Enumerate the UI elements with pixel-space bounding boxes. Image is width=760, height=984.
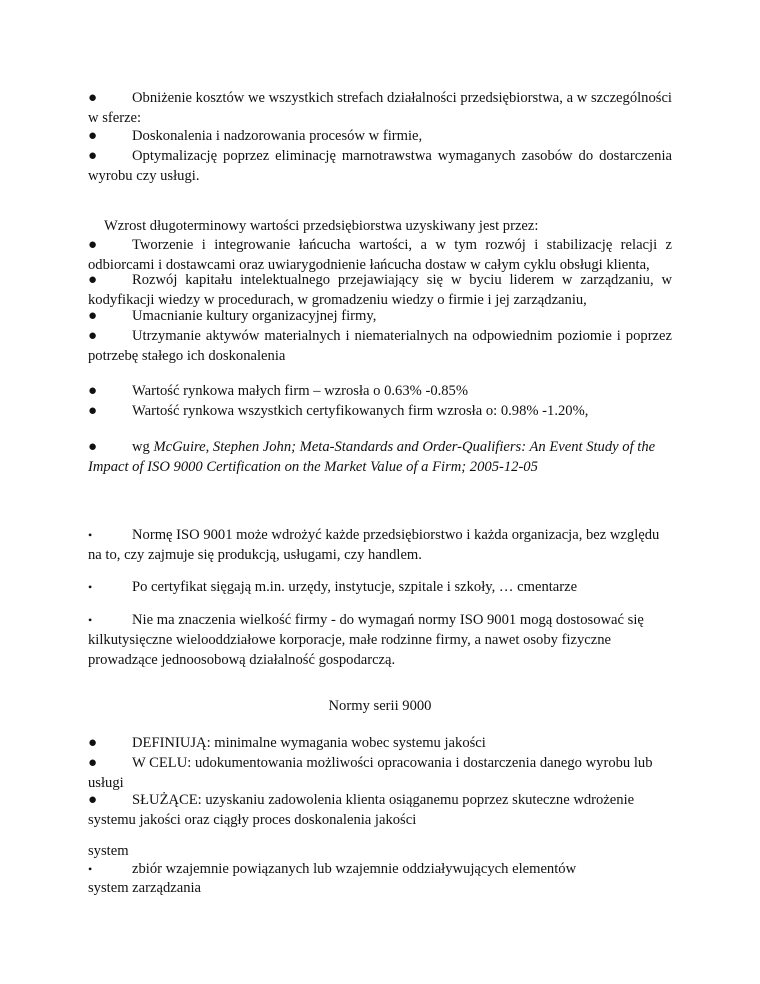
list-item: ● Obniżenie kosztów we wszystkich strefach działalności przedsiębiorstwa, a w szczególności w sferze: xyxy=(88,90,672,126)
bullet-icon: ● xyxy=(88,439,98,455)
list-item: ● Umacnianie kultury organizacyjnej firmy, xyxy=(88,308,377,324)
bullet-icon: ● xyxy=(88,792,98,808)
bullet-icon: ● xyxy=(88,735,98,751)
bullet-icon: ● xyxy=(88,128,98,144)
citation: ● wg McGuire, Stephen John; Meta-Standards and Order-Qualifiers: An Event Study of the Impact of ISO 9000 Certification on the Market Value of a Firm; 2005-12-05 xyxy=(88,439,656,475)
list-item: ● W CELU: udokumentowania możliwości opracowania i dostarczenia danego wyrobu lub usługi xyxy=(88,755,653,791)
bullet-icon: ● xyxy=(88,308,98,324)
bullet-icon: ● xyxy=(88,328,98,344)
list-item: ● Wartość rynkowa małych firm – wzrosła o 0.63% -0.85% xyxy=(88,383,469,399)
bullet-icon: ● xyxy=(88,237,98,253)
list-item: ● Utrzymanie aktywów materialnych i niematerialnych na odpowiednim poziomie i poprzez potrzebę stałego ich doskonalenia xyxy=(88,328,672,364)
list-item: ● DEFINIUJĄ: minimalne wymagania wobec systemu jakości xyxy=(88,735,486,751)
list-item: • Po certyfikat sięgają m.in. urzędy, instytucje, szpitale i szkoły, … cmentarze xyxy=(88,579,578,595)
bullet-icon: ● xyxy=(88,383,98,399)
list-item: ● Tworzenie i integrowanie łańcucha wartości, a w tym rozwój i stabilizację relacji z odbiorcami i dostawcami oraz uwiarygodnienie łańcucha dostaw w całym cyklu obsługi klienta, xyxy=(88,237,672,273)
list-item: • zbiór wzajemnie powiązanych lub wzajemnie oddziaływujących elementów xyxy=(88,861,577,877)
list-item: • Normę ISO 9001 może wdrożyć każde przedsiębiorstwo i każda organizacja, bez względu na to, czy zajmuje się produkcją, usługami, czy handlem. xyxy=(88,527,660,563)
section-heading: Normy serii 9000 xyxy=(328,698,432,714)
list-item: ● Rozwój kapitału intelektualnego przejawiający się w byciu liderem w zarządzaniu, w kodyfikacji wiedzy w procedurach, w gromadzeniu wiedzy o firmie i jej zarządzaniu, xyxy=(88,272,672,308)
section-lead: Wzrost długoterminowy wartości przedsiębiorstwa uzyskiwany jest przez: xyxy=(104,218,539,234)
bullet-icon: ● xyxy=(88,90,98,106)
list-item: ● SŁUŻĄCE: uzyskaniu zadowolenia klienta osiąganemu poprzez skuteczne wdrożenie systemu jakości oraz ciągły proces doskonalenia jakości xyxy=(88,792,635,828)
list-item: ● Wartość rynkowa wszystkich certyfikowanych firm wzrosła o: 0.98% -1.20%, xyxy=(88,403,589,419)
bullet-icon: ● xyxy=(88,403,98,419)
bullet-icon: • xyxy=(88,862,93,876)
list-item: ● Doskonalenia i nadzorowania procesów w firmie, xyxy=(88,128,423,144)
list-item: • Nie ma znaczenia wielkość firmy - do wymagań normy ISO 9001 mogą dostosować się kilkutysięczne wielooddziałowe korporacje, małe rodzinne firmy, a nawet osoby fizyczne prowadzące jednoosobową działalność gospodarczą. xyxy=(88,612,644,668)
term-footer: system zarządzania xyxy=(88,880,202,896)
bullet-icon: ● xyxy=(88,272,98,288)
bullet-icon: • xyxy=(88,580,93,594)
term-label: system xyxy=(88,843,129,859)
bullet-icon: • xyxy=(88,613,93,627)
bullet-icon: ● xyxy=(88,755,98,771)
bullet-icon: • xyxy=(88,528,93,542)
bullet-icon: ● xyxy=(88,148,98,164)
list-item: ● Optymalizację poprzez eliminację marnotrawstwa wymaganych zasobów do dostarczenia wyrobu czy usługi. xyxy=(88,148,672,184)
